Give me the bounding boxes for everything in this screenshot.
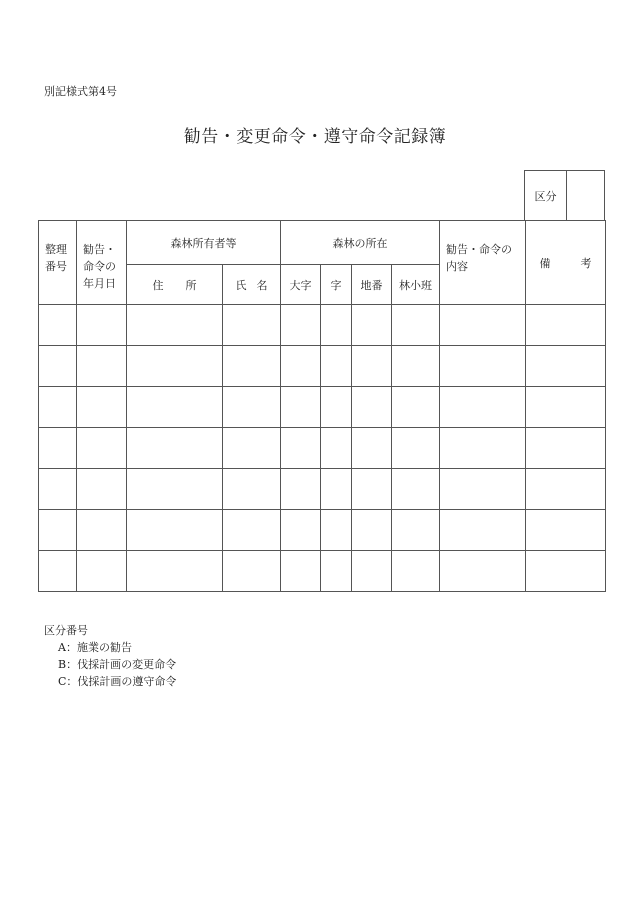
table-cell[interactable] — [392, 469, 440, 510]
table-cell[interactable] — [77, 469, 127, 510]
table-row — [39, 551, 606, 592]
table-cell[interactable] — [127, 387, 223, 428]
table-cell[interactable] — [39, 551, 77, 592]
table-cell[interactable] — [77, 387, 127, 428]
table-row — [39, 305, 606, 346]
table-cell[interactable] — [392, 428, 440, 469]
table-cell[interactable] — [526, 346, 606, 387]
table-cell[interactable] — [223, 428, 281, 469]
header-kankoku-date — [77, 221, 127, 305]
header-owner-name-b: 名 — [256, 278, 268, 292]
table-cell[interactable] — [127, 551, 223, 592]
table-cell[interactable] — [223, 346, 281, 387]
category-legend — [44, 622, 176, 690]
table-cell[interactable] — [440, 510, 526, 551]
table-cell[interactable] — [352, 305, 392, 346]
table-cell[interactable] — [127, 346, 223, 387]
table-cell[interactable] — [392, 346, 440, 387]
header-seiri-line1: 整理 — [45, 243, 67, 256]
header-location-rinshohan: 林小班 — [392, 265, 440, 305]
table-cell[interactable] — [321, 510, 352, 551]
table-cell[interactable] — [281, 469, 321, 510]
header-kankoku-line1: 勧告・ — [83, 243, 116, 256]
table-cell[interactable] — [39, 346, 77, 387]
table-cell[interactable] — [440, 469, 526, 510]
table-cell[interactable] — [77, 510, 127, 551]
table-cell[interactable] — [526, 428, 606, 469]
table-cell[interactable] — [77, 346, 127, 387]
table-row — [39, 428, 606, 469]
header-kankoku-line3: 年月日 — [83, 277, 116, 290]
header-location-aza: 字 — [321, 265, 352, 305]
header-location-oaza: 大字 — [281, 265, 321, 305]
header-owner-name — [223, 265, 281, 305]
header-remarks-b: 考 — [580, 256, 592, 270]
table-cell[interactable] — [440, 305, 526, 346]
table-cell[interactable] — [392, 387, 440, 428]
table-cell[interactable] — [352, 510, 392, 551]
header-owner-address — [127, 265, 223, 305]
table-cell[interactable] — [223, 387, 281, 428]
header-seiri-line2: 番号 — [45, 260, 67, 273]
header-owner-group: 森林所有者等 — [127, 221, 281, 265]
table-cell[interactable] — [352, 346, 392, 387]
table-cell[interactable] — [526, 387, 606, 428]
category-label: 区分 — [525, 171, 567, 220]
table-cell[interactable] — [352, 428, 392, 469]
table-cell[interactable] — [281, 305, 321, 346]
table-cell[interactable] — [281, 510, 321, 551]
header-owner-address-b: 所 — [185, 278, 197, 292]
header-owner-address-a: 住 — [152, 278, 164, 292]
legend-item-c: C：伐採計画の遵守命令 — [58, 675, 177, 688]
legend-item-b: B：伐採計画の変更命令 — [58, 658, 177, 671]
header-location-group: 森林の所在 — [281, 221, 440, 265]
table-cell[interactable] — [392, 510, 440, 551]
header-remarks-a: 備 — [539, 256, 551, 270]
table-cell[interactable] — [526, 469, 606, 510]
table-cell[interactable] — [526, 305, 606, 346]
table-cell[interactable] — [440, 551, 526, 592]
table-cell[interactable] — [223, 469, 281, 510]
table-cell[interactable] — [39, 428, 77, 469]
header-seiri-number — [39, 221, 77, 305]
form-number: 別記様式第4号 — [44, 85, 117, 98]
table-cell[interactable] — [127, 469, 223, 510]
table-cell[interactable] — [440, 387, 526, 428]
category-box — [524, 170, 605, 220]
table-row — [39, 346, 606, 387]
table-cell[interactable] — [223, 551, 281, 592]
table-cell[interactable] — [526, 551, 606, 592]
table-cell[interactable] — [281, 551, 321, 592]
header-content — [440, 221, 526, 305]
table-cell[interactable] — [392, 551, 440, 592]
header-content-line1: 勧告・命令の — [446, 243, 512, 256]
table-cell[interactable] — [321, 346, 352, 387]
table-cell[interactable] — [39, 469, 77, 510]
table-cell[interactable] — [127, 305, 223, 346]
table-cell[interactable] — [321, 428, 352, 469]
table-cell[interactable] — [321, 551, 352, 592]
table-cell[interactable] — [440, 428, 526, 469]
table-cell[interactable] — [352, 551, 392, 592]
table-row — [39, 387, 606, 428]
record-table-body — [39, 305, 606, 592]
table-cell[interactable] — [440, 346, 526, 387]
table-cell[interactable] — [321, 469, 352, 510]
table-cell[interactable] — [39, 510, 77, 551]
record-table — [38, 220, 606, 592]
legend-title: 区分番号 — [44, 624, 88, 637]
table-cell[interactable] — [281, 387, 321, 428]
legend-item-a: A：施業の勧告 — [58, 641, 132, 654]
category-value-field[interactable] — [567, 171, 604, 220]
table-cell[interactable] — [77, 551, 127, 592]
table-cell[interactable] — [223, 510, 281, 551]
table-cell[interactable] — [77, 305, 127, 346]
table-row — [39, 469, 606, 510]
table-cell[interactable] — [39, 305, 77, 346]
table-row — [39, 510, 606, 551]
header-content-line2: 内容 — [446, 260, 468, 273]
table-cell[interactable] — [281, 428, 321, 469]
document-title: 勧告・変更命令・遵守命令記録簿 — [183, 127, 447, 147]
table-cell[interactable] — [223, 305, 281, 346]
header-kankoku-line2: 命令の — [83, 260, 116, 273]
table-cell[interactable] — [392, 305, 440, 346]
table-cell[interactable] — [321, 305, 352, 346]
header-remarks — [526, 221, 606, 305]
table-cell[interactable] — [352, 469, 392, 510]
table-cell[interactable] — [526, 510, 606, 551]
table-cell[interactable] — [127, 510, 223, 551]
table-cell[interactable] — [39, 387, 77, 428]
table-cell[interactable] — [127, 428, 223, 469]
header-row-top — [39, 221, 606, 265]
table-cell[interactable] — [77, 428, 127, 469]
header-location-chiban: 地番 — [352, 265, 392, 305]
table-cell[interactable] — [281, 346, 321, 387]
header-owner-name-a: 氏 — [235, 278, 247, 292]
table-cell[interactable] — [321, 387, 352, 428]
table-cell[interactable] — [352, 387, 392, 428]
